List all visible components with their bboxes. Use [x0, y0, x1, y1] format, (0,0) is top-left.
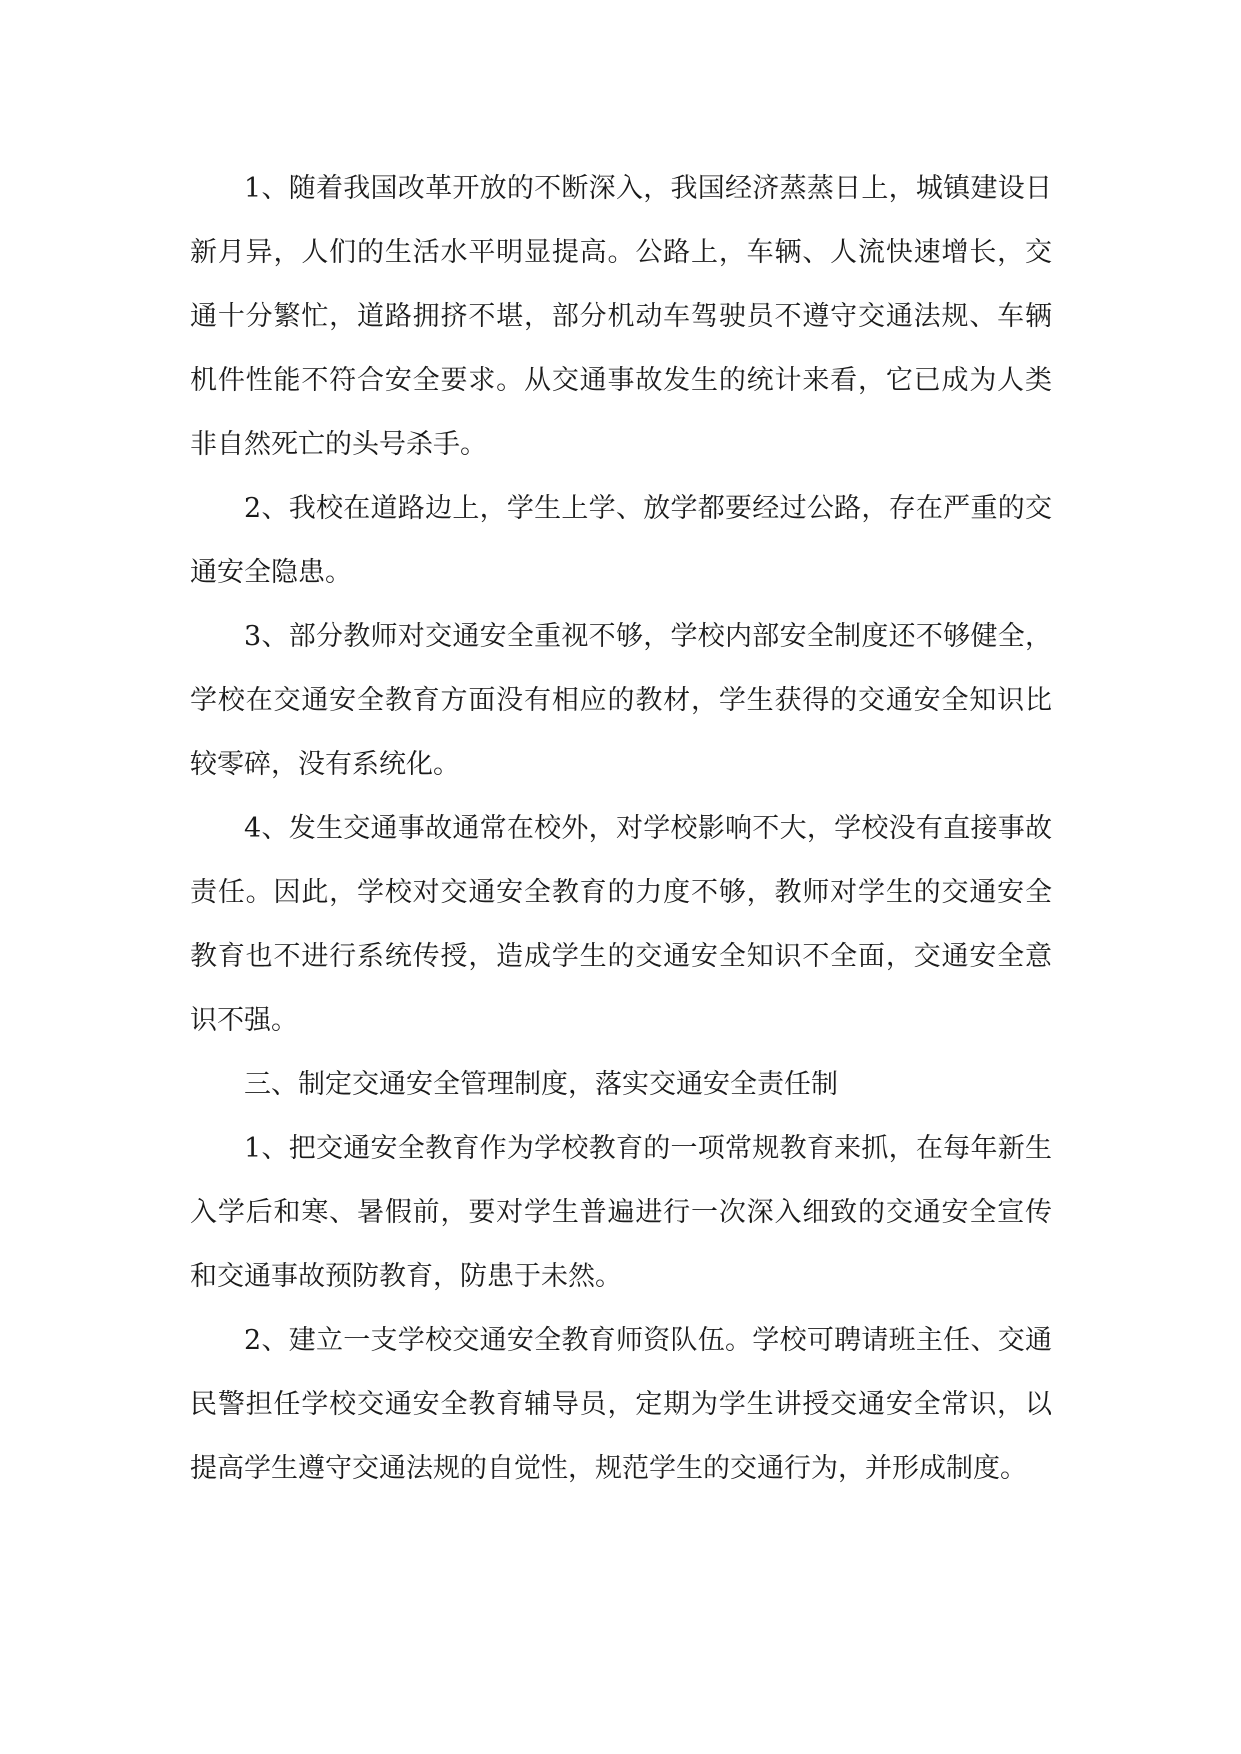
paragraph-reason-3: 3、部分教师对交通安全重视不够，学校内部安全制度还不够健全，学校在交通安全教育方面没有相应的教材，学生获得的交通安全知识比较零碎，没有系统化。 [190, 621, 1052, 780]
section-heading-3: 三、制定交通安全管理制度，落实交通安全责任制 [244, 1069, 838, 1100]
paragraph-measure-1: 1、把交通安全教育作为学校教育的一项常规教育来抓，在每年新生入学后和寒、暑假前，要对学生普遍进行一次深入细致的交通安全宣传和交通事故预防教育，防患于未然。 [190, 1133, 1052, 1292]
paragraph-reason-2: 2、我校在道路边上，学生上学、放学都要经过公路，存在严重的交通安全隐患。 [190, 493, 1052, 588]
document-body [190, 157, 1052, 1501]
paragraph-reason-1: 1、随着我国改革开放的不断深入，我国经济蒸蒸日上，城镇建设日新月异，人们的生活水平明显提高。公路上，车辆、人流快速增长，交通十分繁忙，道路拥挤不堪，部分机动车驾驶员不遵守交通法规、车辆机件性能不符合安全要求。从交通事故发生的统计来看，它已成为人类非自然死亡的头号杀手。 [190, 173, 1052, 460]
paragraph-reason-4: 4、发生交通事故通常在校外，对学校影响不大，学校没有直接事故责任。因此，学校对交通安全教育的力度不够，教师对学生的交通安全教育也不进行系统传授，造成学生的交通安全知识不全面，交通安全意识不强。 [190, 813, 1052, 1036]
paragraph-measure-2: 2、建立一支学校交通安全教育师资队伍。学校可聘请班主任、交通民警担任学校交通安全教育辅导员，定期为学生讲授交通安全常识，以提高学生遵守交通法规的自觉性，规范学生的交通行为，并形成制度。 [190, 1325, 1052, 1484]
